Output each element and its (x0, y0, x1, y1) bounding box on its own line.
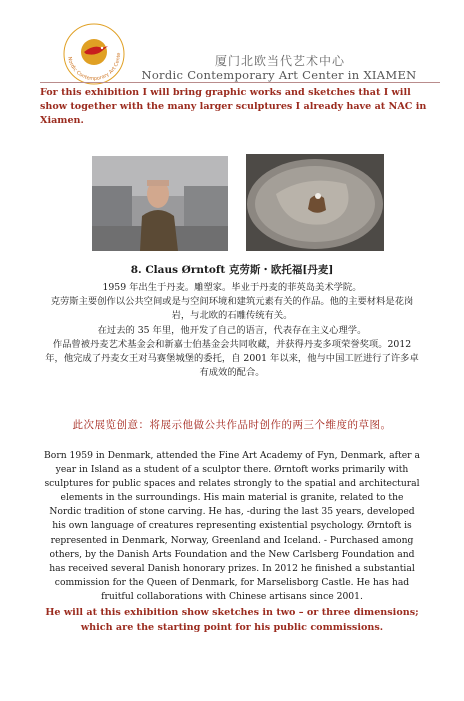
header-title-en: Nordic Contemporary Art Center in XIAMEN (141, 68, 417, 82)
cn-bio-paragraph: 克劳斯主要创作以公共空间或是与空间环境和建筑元素有关的作品。他的主要材料是花岗岩，与北欧的石雕传统有关。 (50, 296, 414, 322)
exhibition-concept-cn: 此次展览创意：将展示他做公共作品时创作的两三个维度的草图。 (72, 419, 392, 431)
svg-text:Nordic Contemporary Art Center: Nordic Contemporary Art Cente (66, 52, 123, 83)
concept-line: which are the starting point for his public commissions. (80, 622, 384, 633)
concept-line: He will at this exhibition show sketches in two – or three dimensions; (45, 607, 419, 618)
nac-logo (62, 22, 126, 86)
cn-bio-paragraph: 1959 年出生于丹麦。雕塑家。毕业于丹麦的菲英岛美术学院。 (102, 282, 362, 293)
sculpture-photo (246, 154, 384, 251)
header-divider (40, 82, 440, 83)
cn-bio-paragraph: 作品曾被丹麦艺术基金会和新嘉士伯基金会共同收藏，并获得丹麦多项荣誉奖项。2012 年，他完成了丹麦女王对马赛堡城堡的委托，自 2001 年以来，他与中国工匠进行了许多卓有成效的配合。 (45, 338, 419, 379)
artist-bio-en: Born 1959 in Denmark, attended the Fine Art Academy of Fyn, Denmark, after a year in Island as a student of a sculptor there. Ørntoft works primarily with sculptures for public spaces and relates strongly to the spatial and architectural elements in the surroundings. His main material is granite, related to the Nordic tradition of stone carving. He has, -during the last 35 years, developed his own language of creatures representing existential psychology. Ørntoft is represented in Denmark, Norway, Greenland and Iceland. - Purchased among others, by the Danish Arts Foundation and the New Carlsberg Foundation and has received several Danish honorary prizes. In 2012 he finished a substantial commission for the Queen of Denmark, for Marselisborg Castle. He has had fruitful collaborations with Chinese artisans since 2001. (44, 450, 420, 602)
cn-bio-paragraph: 在过去的 35 年里，他开发了自己的语言，代表存在主义心理学。 (97, 324, 367, 336)
exhibition-concept-en (40, 605, 424, 635)
artist-heading: 8. Claus Ørntoft 克劳斯・欧托福[丹麦] (130, 264, 334, 276)
intro-statement: For this exhibition I will bring graphic works and sketches that I will show together with the many larger sculptures I already have at NAC in Xiamen. (40, 87, 427, 126)
artist-bio-cn (44, 281, 420, 380)
header-title-cn: 厦门北欧当代艺术中心 (214, 54, 345, 68)
artist-portrait-photo (92, 156, 228, 251)
